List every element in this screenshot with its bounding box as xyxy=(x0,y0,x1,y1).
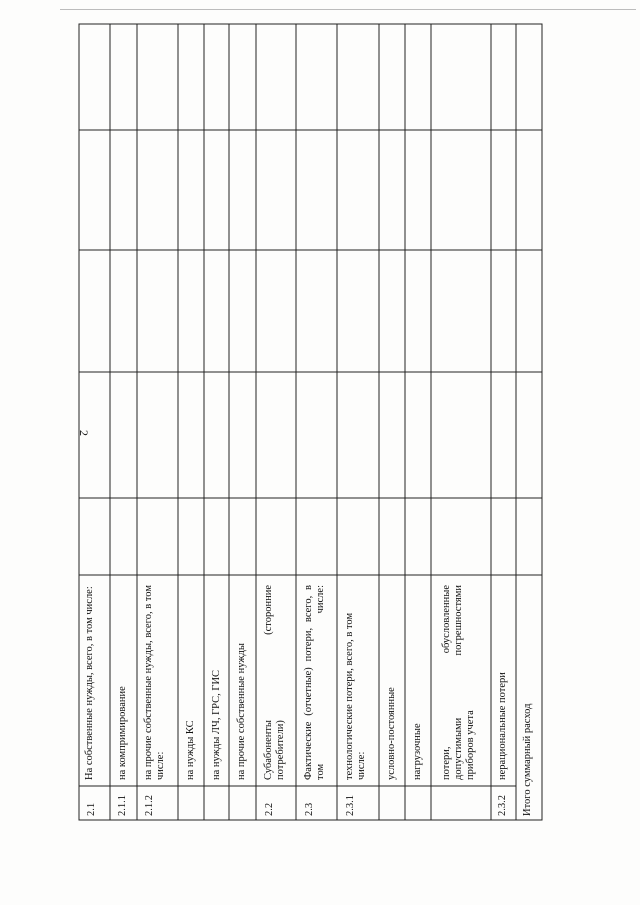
row-label-part: потери, xyxy=(441,746,452,780)
row-label-part: Субабоненты xyxy=(263,720,274,780)
row-label-part: (сторонние xyxy=(263,585,274,635)
row-label: на нужды КС xyxy=(185,720,196,780)
row-label-part: допустимыми xyxy=(453,717,464,780)
row-label xyxy=(263,585,287,780)
row-label: нагрузочные xyxy=(412,723,423,780)
row-label: на компримирование xyxy=(117,686,128,780)
row-label: На собственные нужды, всего, в том числе: xyxy=(84,586,95,780)
row-label: Фактические (отчетные) потери, всего, в том числе: xyxy=(303,585,326,780)
row-label-line: потребители) xyxy=(275,720,286,780)
row-label-part: погрешностями xyxy=(453,585,464,656)
total-row-label: Итого суммарный расход xyxy=(522,703,533,816)
row-code: 2.1.1 xyxy=(117,795,128,816)
row-code: 2.3.1 xyxy=(345,795,356,816)
row-label: на прочие собственные нужды xyxy=(236,643,247,780)
row-label: на нужды ЛЧ, ГРС, ГИС xyxy=(211,669,222,780)
row-label-part: обусловленные xyxy=(441,585,452,654)
row-code: 2.3.2 xyxy=(497,795,508,816)
row-label: нерациональные потери xyxy=(497,672,508,780)
row-code: 2.1 xyxy=(86,802,97,816)
row-code: 2.2 xyxy=(264,802,275,816)
row-label-line: приборов учета xyxy=(465,710,476,780)
row-label: технологические потери, всего, в том числе: xyxy=(344,612,367,780)
row-label: на прочие собственные нужды, всего, в том числе: xyxy=(143,585,166,780)
page-number: 2 xyxy=(77,430,91,436)
row-label xyxy=(441,585,477,780)
row-label: условно-постоянные xyxy=(386,687,397,780)
row-code: 2.3 xyxy=(304,802,315,816)
row-code: 2.1.2 xyxy=(144,795,155,816)
